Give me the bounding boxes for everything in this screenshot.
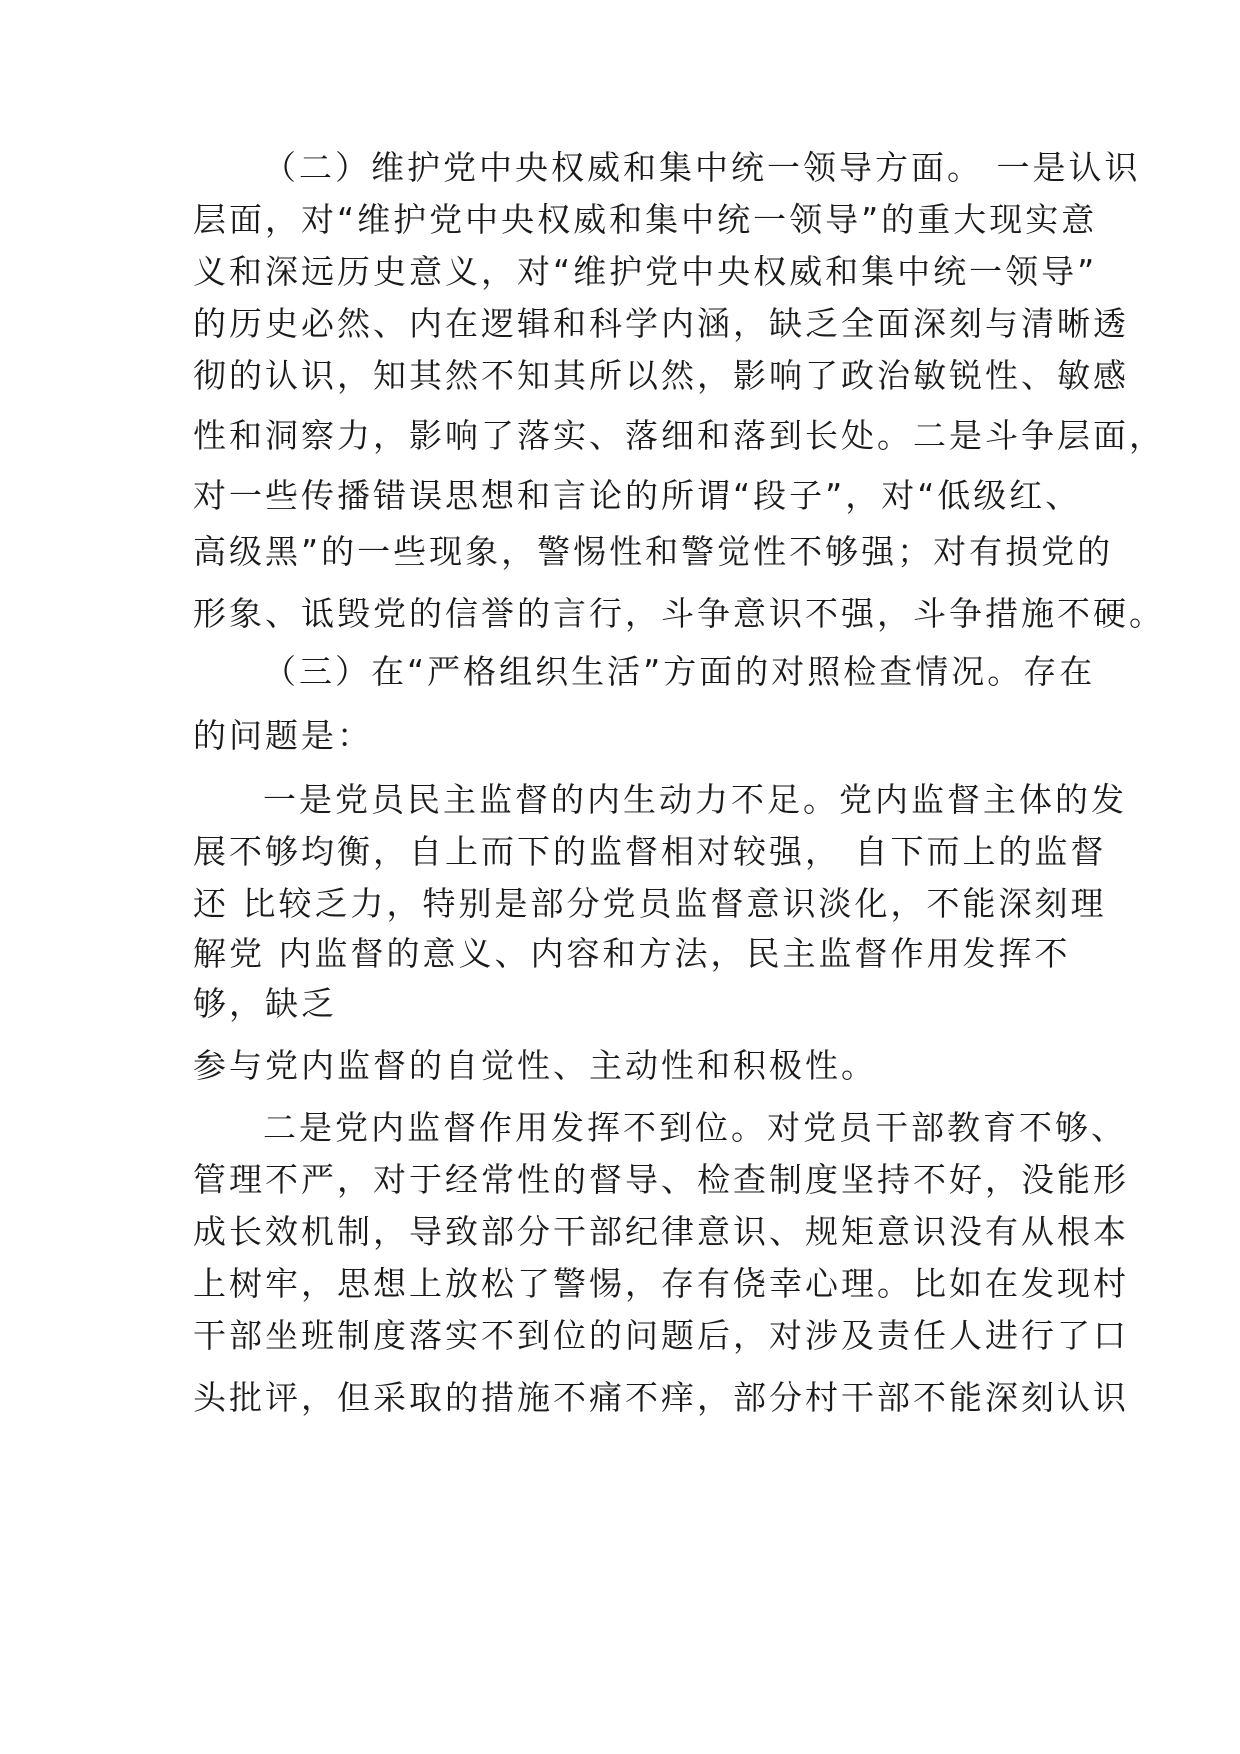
text-line: 展不够均衡，自上而下的监督相对较强， 自下而上的监督 xyxy=(193,832,1107,871)
text-line: 头批评，但采取的措施不痛不痒，部分村干部不能深刻认识 xyxy=(193,1378,1129,1417)
text-line: 成长效机制，导致部分干部纪律意识、规矩意识没有从根本 xyxy=(193,1212,1129,1251)
text-line: 解党 内监督的意义、内容和方法，民主监督作用发挥不 xyxy=(193,934,1071,973)
text-line: 的历史必然、内在逻辑和科学内涵，缺乏全面深刻与清晰透 xyxy=(193,304,1129,343)
text-line: 形象、诋毁党的信誉的言行，斗争意识不强，斗争措施不硬。 xyxy=(193,594,1165,633)
text-line: 二是党内监督作用发挥不到位。对党员干部教育不够、 xyxy=(263,1108,1127,1147)
text-line: 管理不严，对于经常性的督导、检查制度坚持不好，没能形 xyxy=(193,1160,1129,1199)
text-line: 够，缺乏 xyxy=(193,984,337,1023)
text-line: 干部坐班制度落实不到位的问题后，对涉及责任人进行了口 xyxy=(193,1316,1129,1355)
text-line: （三）在“严格组织生活”方面的对照检查情况。存在 xyxy=(263,652,1096,691)
text-line: 参与党内监督的自觉性、主动性和积极性。 xyxy=(193,1046,877,1085)
text-line: 高级黑”的一些现象，警惕性和警觉性不够强；对有损党的 xyxy=(193,532,1114,571)
text-line: 义和深远历史意义，对“维护党中央权威和集中统一领导” xyxy=(193,252,1098,291)
text-line: 的问题是： xyxy=(193,716,373,755)
text-line: 一是党员民主监督的内生动力不足。党内监督主体的发 xyxy=(263,780,1127,819)
text-line: 彻的认识，知其然不知其所以然，影响了政治敏锐性、敏感 xyxy=(193,356,1129,395)
text-line: 对一些传播错误思想和言论的所谓“段子”，对“低级红、 xyxy=(193,476,1082,515)
text-line: 层面，对“维护党中央权威和集中统一领导”的重大现实意 xyxy=(193,200,1098,239)
text-line: 还 比较乏力，特别是部分党员监督意识淡化，不能深刻理 xyxy=(193,884,1107,923)
text-line: （二）维护党中央权威和集中统一领导方面。 一是认识 xyxy=(263,148,1141,187)
text-line: 性和洞察力，影响了落实、落细和落到长处。二是斗争层面， xyxy=(193,416,1165,455)
text-line: 上树牢，思想上放松了警惕，存有侥幸心理。比如在发现村 xyxy=(193,1264,1129,1303)
